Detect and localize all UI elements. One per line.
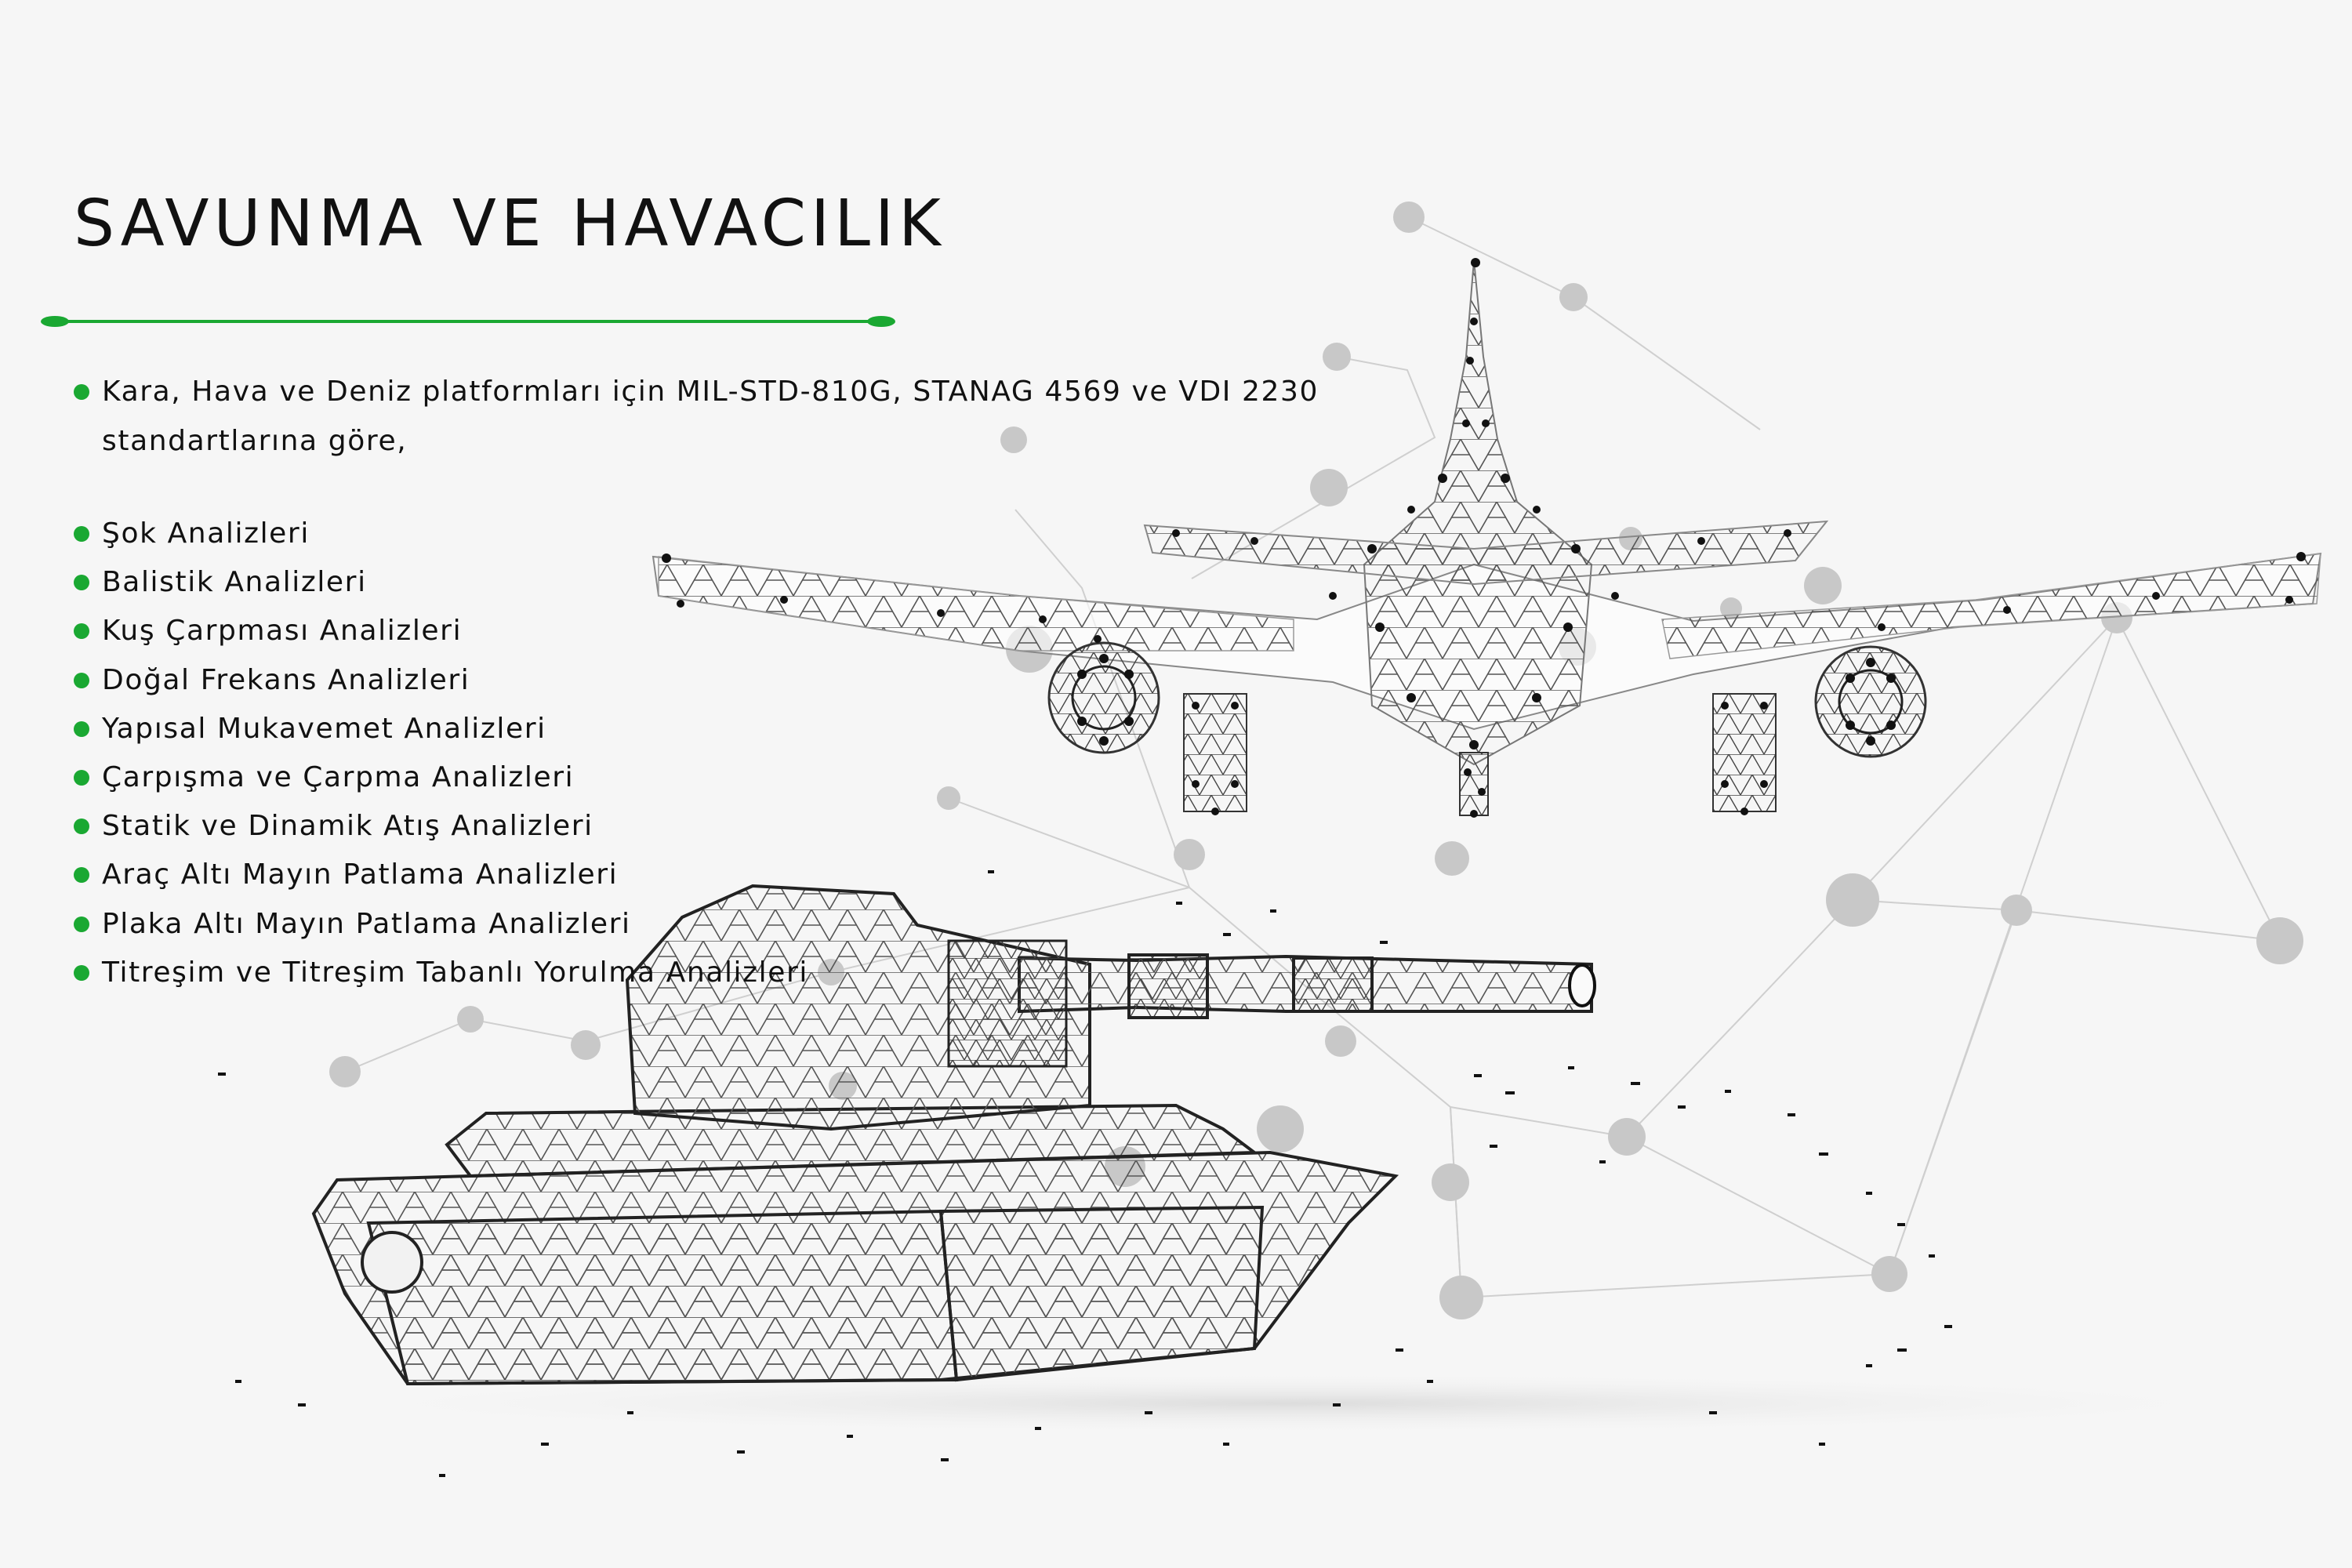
wireframe-airplane: [653, 258, 2321, 818]
list-item: [74, 851, 808, 899]
bullet-icon: [74, 916, 89, 932]
bullet-icon: [74, 867, 89, 883]
list-item-label: Plaka Altı Mayın Patlama Analizleri: [102, 907, 631, 940]
list-item-label: Yapısal Mukavemet Analizleri: [102, 712, 546, 745]
list-item-label: Kuş Çarpması Analizleri: [102, 615, 463, 648]
list-item-label: Araç Altı Mayın Patlama Analizleri: [102, 858, 619, 891]
analysis-list: [74, 510, 808, 997]
bullet-icon: [74, 384, 89, 400]
intro-paragraph: [74, 367, 1344, 466]
list-item: [74, 949, 808, 997]
divider-line: [52, 320, 884, 323]
list-item: [74, 900, 808, 949]
divider-end-right: [867, 316, 895, 327]
title-divider: [41, 316, 895, 327]
bullet-icon: [74, 575, 89, 590]
list-item: [74, 510, 808, 558]
bullet-icon: [74, 623, 89, 639]
bullet-icon: [74, 965, 89, 981]
bullet-icon: [74, 673, 89, 688]
list-item-label: Balistik Analizleri: [102, 566, 367, 599]
bullet-icon: [74, 818, 89, 834]
list-item: [74, 705, 808, 753]
bullet-icon: [74, 526, 89, 542]
list-item-label: Şok Analizleri: [102, 517, 310, 550]
list-item-label: Çarpışma ve Çarpma Analizleri: [102, 760, 575, 793]
divider-end-left: [41, 316, 69, 327]
bullet-icon: [74, 721, 89, 737]
list-item: [74, 753, 808, 802]
list-item-label: Statik ve Dinamik Atış Analizleri: [102, 810, 593, 843]
page-title: SAVUNMA VE HAVACILIK: [74, 187, 946, 261]
list-item: [74, 656, 808, 705]
list-item: [74, 558, 808, 607]
list-item-label: Titreşim ve Titreşim Tabanlı Yorulma Analizleri: [102, 956, 809, 989]
bullet-icon: [74, 770, 89, 786]
list-item: [74, 607, 808, 655]
list-item-label: Doğal Frekans Analizleri: [102, 663, 470, 696]
list-item: [74, 802, 808, 851]
intro-text: Kara, Hava ve Deniz platformları için MIL-STD-810G, STANAG 4569 ve VDI 2230 standartlarına göre,: [102, 376, 1319, 457]
